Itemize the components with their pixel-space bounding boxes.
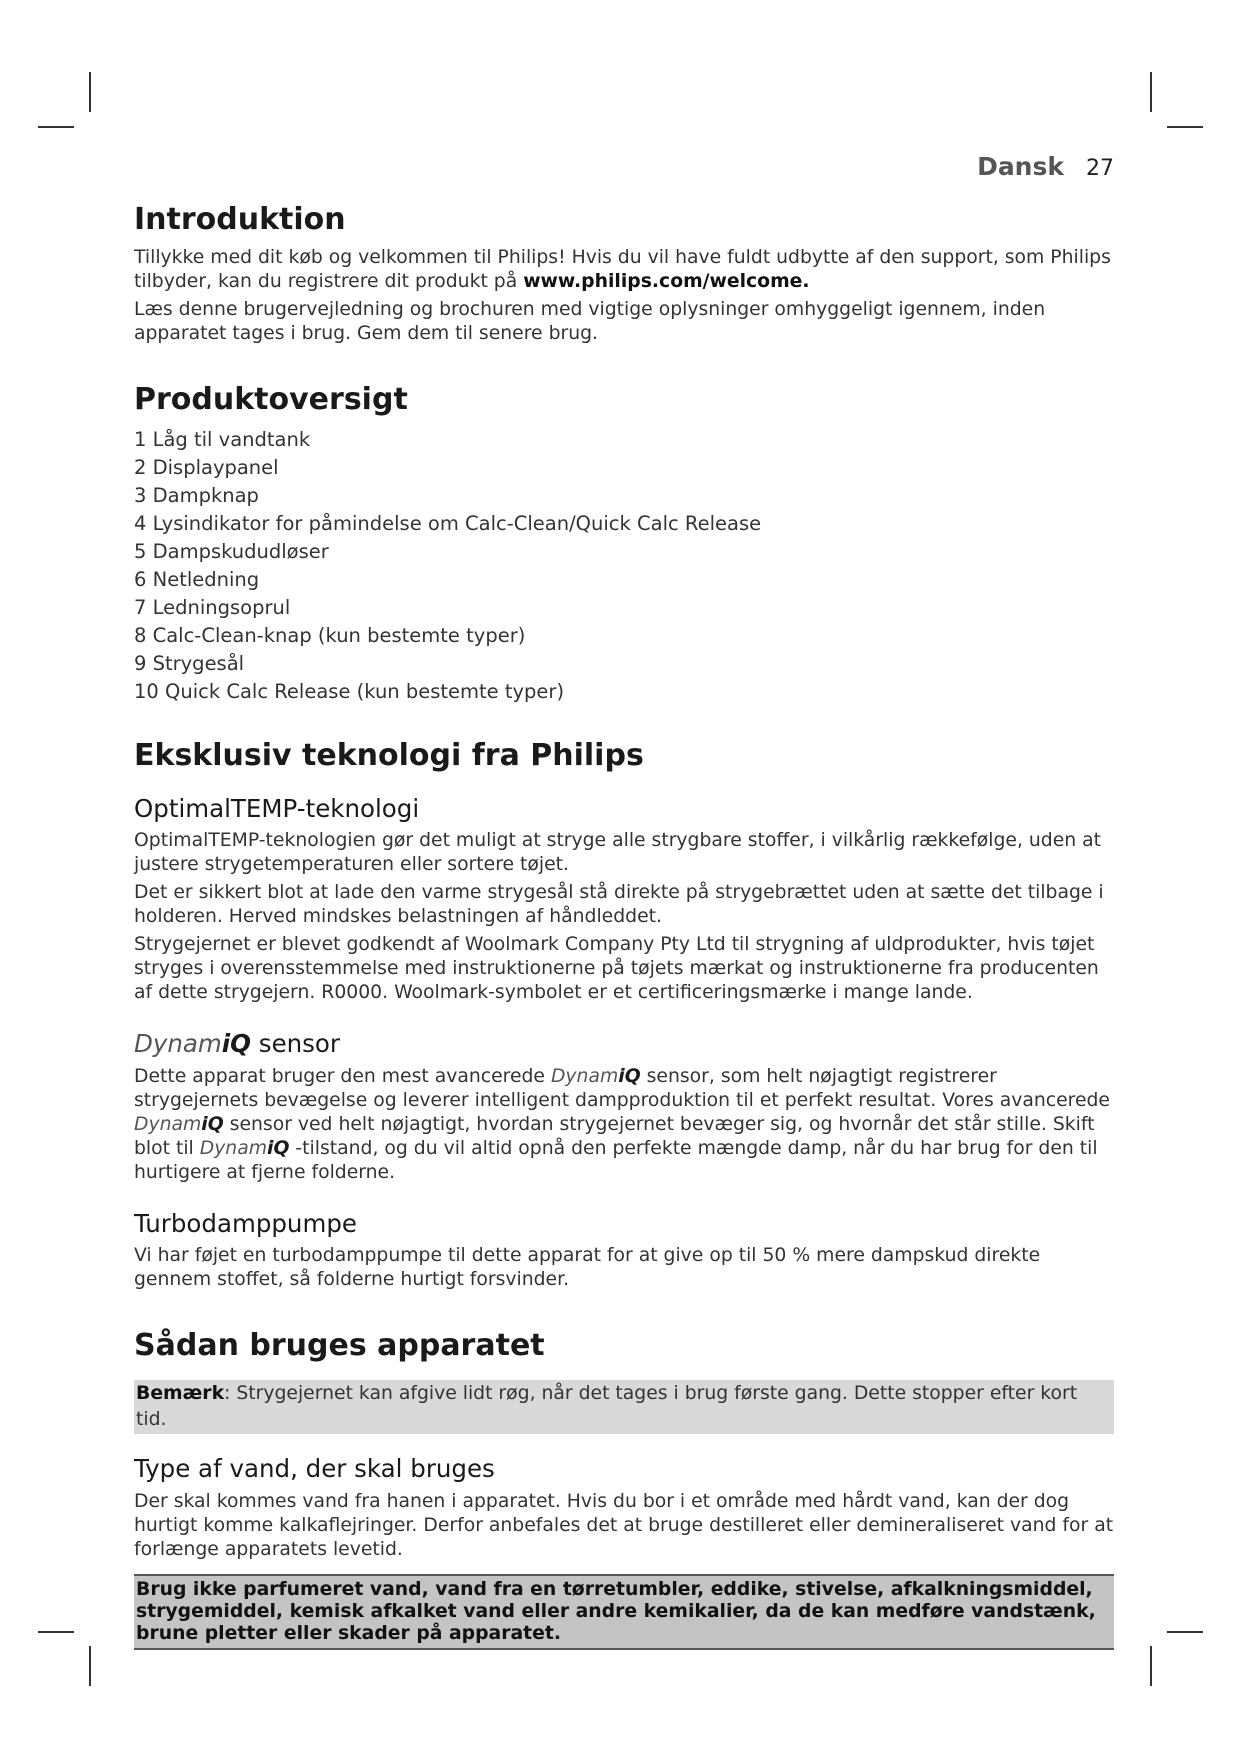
- crop-mark: [1167, 126, 1203, 128]
- optimaltemp-title: OptimalTEMP-teknologi: [134, 794, 420, 823]
- list-item: 1 Låg til vandtank: [134, 428, 311, 451]
- dynamiq-logo: DynamiQ: [550, 1065, 641, 1087]
- philips-welcome-link[interactable]: www.philips.com/welcome.: [523, 271, 810, 292]
- turbo-title: Turbodamppumpe: [134, 1208, 357, 1238]
- note-box: [134, 1380, 1114, 1434]
- language-label: Dansk: [977, 152, 1064, 181]
- overview-title: Produktoversigt: [134, 382, 408, 417]
- crop-mark: [89, 72, 91, 112]
- intro-text: Tillykke med dit køb og velkommen til Philips! Hvis du vil have fuldt udbytte af den support, som Philips tilbyder, kan du registrere dit produkt på: [134, 247, 1111, 292]
- list-item: 10 Quick Calc Release (kun bestemte typer): [134, 680, 565, 703]
- crop-mark: [38, 1631, 74, 1633]
- dynamiq-paragraph: Dette apparat bruger den mest avancerede DynamiQ sensor, som helt nøjagtigt registrerer strygejernets bevægelse og leverer intelligent dampproduktion til et perfekt resultat. Vores avancerede DynamiQ sensor ved helt nøjagtigt, hvordan strygejernet bevæger sig, og hvornår det står stille. Skift blot til DynamiQ -tilstand, og du vil altid opnå den perfekte mængde damp, når du har brug for den til hurtigere at fjerne folderne.: [134, 1065, 1110, 1183]
- note-text: : Strygejernet kan afgive lidt røg, når det tages i brug første gang. Dette stopper efter kort tid.: [136, 1383, 1078, 1431]
- intro-title: Introduktion: [134, 202, 346, 237]
- warning-box: Brug ikke parfumeret vand, vand fra en tørretumbler, eddike, stivelse, afkalkningsmiddel, strygemiddel, kemisk afkalket vand eller andre kemikalier, da de kan medføre vandstænk, brune pletter eller skader på apparatet.: [134, 1574, 1114, 1650]
- dynamiq-logo: DynamiQ: [134, 1113, 224, 1135]
- water-type-title: Type af vand, der skal bruges: [134, 1454, 495, 1484]
- overview-section: [134, 382, 1114, 706]
- list-item: 8 Calc-Clean-knap (kun bestemte typer): [134, 624, 526, 647]
- turbo-paragraph: Vi har føjet en turbodamppumpe til dette apparat for at give op til 50 % mere dampskud direkte gennem stoffet, så folderne hurtigt forsvinder.: [134, 1245, 1041, 1291]
- intro-paragraph: [134, 246, 1114, 294]
- list-item: 3 Dampknap: [134, 484, 259, 507]
- optimaltemp-paragraph: Det er sikkert blot at lade den varme strygesål stå direkte på strygebrættet uden at sætte det tilbage i holderen. Herved mindskes belastningen af håndleddet.: [134, 882, 1104, 928]
- list-item: 5 Dampskududløser: [134, 540, 329, 563]
- list-item: 7 Ledningsoprul: [134, 596, 291, 619]
- water-type-paragraph: Der skal kommes vand fra hanen i apparatet. Hvis du bor i et område med hårdt vand, kan der dog hurtigt komme kalkaflejringer. Derfor anbefales det at bruge destilleret eller demineraliseret vand for at forlænge apparatets levetid.: [134, 1490, 1114, 1560]
- dynamiq-title: DynamiQ sensor: [134, 1029, 340, 1059]
- usage-title: Sådan bruges apparatet: [134, 1328, 545, 1364]
- parts-list: [134, 426, 1114, 706]
- intro-section: [134, 202, 1114, 346]
- intro-paragraph-2: Læs denne brugervejledning og brochuren med vigtige oplysninger omhyggeligt igennem, inden apparatet tages i brug. Gem dem til senere brug.: [134, 299, 1046, 344]
- dynamiq-logo: DynamiQ: [199, 1137, 290, 1159]
- note-label: Bemærk: [136, 1383, 225, 1405]
- crop-mark: [1167, 1631, 1203, 1633]
- page-header: [977, 152, 1114, 181]
- list-item: 2 Displaypanel: [134, 456, 279, 479]
- list-item: 9 Strygesål: [134, 652, 245, 675]
- usage-section: [134, 1328, 1114, 1649]
- dynamiq-logo: DynamiQ: [134, 1029, 252, 1059]
- woolmark-paragraph: Strygejernet er blevet godkendt af Woolmark Company Pty Ltd til strygning af uldprodukter, hvis tøjet stryges i overensstemmelse med instruktionerne på tøjets mærkat og instruktionerne fra producenten af dette strygejern. R0000. Woolmark-symbolet er et certificeringsmærke i mange lande.: [134, 934, 1099, 1004]
- list-item: 4 Lysindikator for påmindelse om Calc-Clean/Quick Calc Release: [134, 512, 762, 535]
- list-item: 6 Netledning: [134, 568, 260, 591]
- crop-mark: [38, 126, 74, 128]
- page-number: 27: [1086, 156, 1114, 181]
- crop-mark: [1150, 72, 1152, 112]
- crop-mark: [89, 1646, 91, 1686]
- document-body: [134, 202, 1114, 1650]
- optimaltemp-paragraph: OptimalTEMP-teknologien gør det muligt at stryge alle strygbare stoffer, i vilkårlig rækkefølge, uden at justere strygetemperaturen eller sortere tøjet.: [134, 830, 1102, 876]
- crop-mark: [1150, 1646, 1152, 1686]
- technology-title: Eksklusiv teknologi fra Philips: [134, 738, 644, 773]
- technology-section: [134, 738, 1114, 1292]
